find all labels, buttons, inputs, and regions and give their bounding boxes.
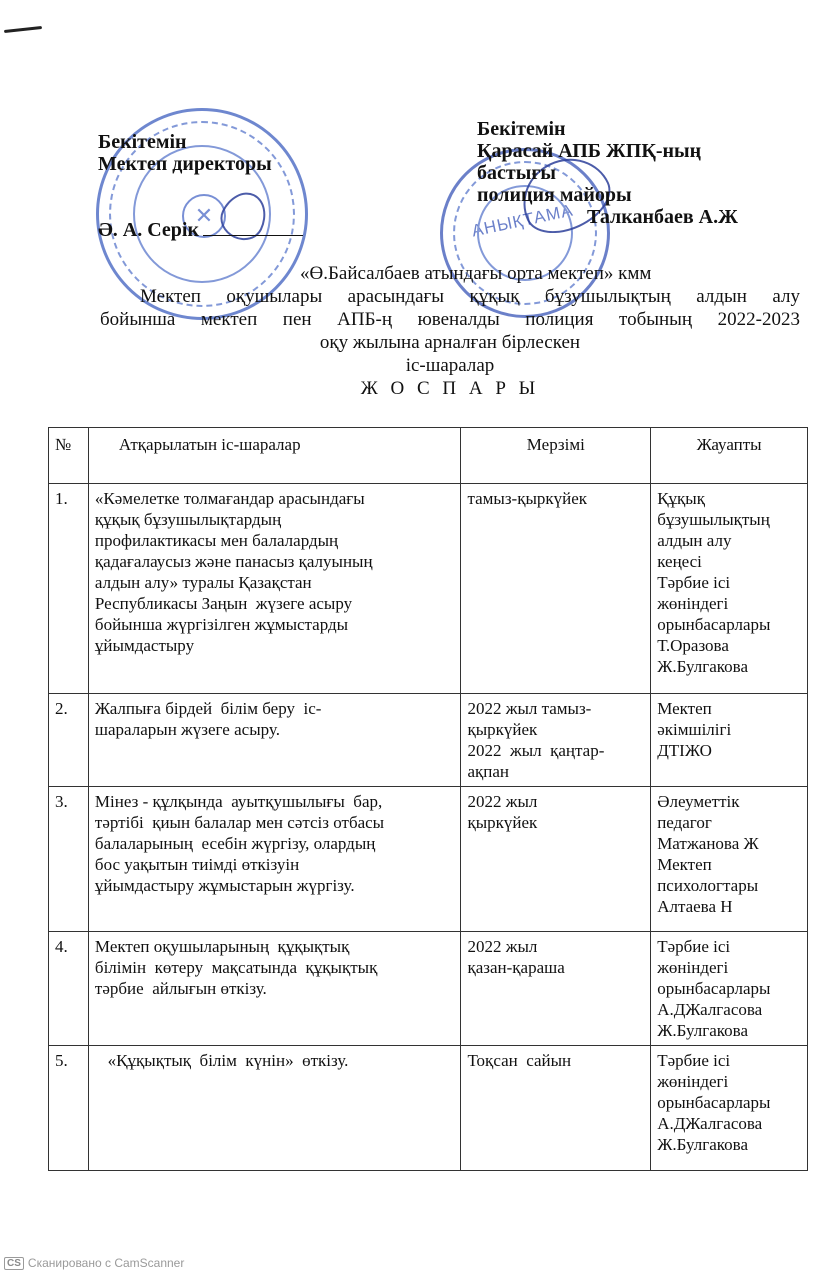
table-row <box>49 932 808 1046</box>
activity-cell <box>88 694 461 787</box>
approver-name: Талканбаев А.Ж <box>587 206 738 228</box>
activity-line: білімін көтеру мақсатында құқықтық <box>94 958 378 977</box>
activity-cell <box>88 787 461 932</box>
activity-line: алдын алу» туралы Қазақстан <box>94 573 312 592</box>
responsible-line: жөніндегі <box>657 594 729 613</box>
term-line: ақпан <box>467 762 509 781</box>
signature-line <box>98 219 303 241</box>
term-line: Тоқсан сайын <box>467 1051 572 1070</box>
responsible-line: Құқық <box>657 489 705 508</box>
responsible-cell <box>651 1046 808 1171</box>
school-name: «Ө.Байсалбаев атындағы орта мектеп» кмм <box>300 263 652 284</box>
responsible-line: Тәрбие ісі <box>657 937 731 956</box>
responsible-line: Ж.Булгакова <box>657 1021 749 1040</box>
activity-line: құқық бұзушылықтардың <box>94 510 282 529</box>
responsible-line: жөніндегі <box>657 958 729 977</box>
header-activity: Атқарылатын іс-шаралар <box>88 428 461 484</box>
approval-position-line: полиция майоры <box>477 184 632 206</box>
term-line: қыркүйек <box>467 813 538 832</box>
row-number: 4. <box>49 932 89 1046</box>
row-number: 1. <box>49 484 89 694</box>
term-line: 2022 жыл қаңтар- <box>467 741 605 760</box>
activity-line: Мінез - құлқында ауытқушылығы бар, <box>94 792 383 811</box>
stamp-word: АНЫҚТАМА <box>470 200 575 241</box>
plan-table <box>48 427 808 1171</box>
approver-name: Ә. А. Серік <box>98 219 199 241</box>
activity-line: шараларын жүзеге асыру. <box>94 720 280 739</box>
activity-line: Жалпыға бірдей білім беру іс- <box>94 699 322 718</box>
responsible-line: Матжанова Ж <box>657 834 759 853</box>
approval-position-line: Қарасай АПБ ЖПҚ-ның <box>477 140 702 162</box>
responsible-line: алдын алу <box>657 531 732 550</box>
term-line: қазан-қараша <box>467 958 565 977</box>
signature-underline <box>203 235 303 236</box>
activity-line: Мектеп оқушыларының құқықтық <box>94 937 350 956</box>
row-number: 2. <box>49 694 89 787</box>
term-cell <box>461 1046 651 1171</box>
responsible-line: орынбасарлары <box>657 979 771 998</box>
corner-pen-mark <box>4 26 42 33</box>
table-row <box>49 484 808 694</box>
term-cell <box>461 787 651 932</box>
responsible-line: Мектеп <box>657 855 712 874</box>
activity-line: балаларының есебін жүргізу, олардың <box>94 834 376 853</box>
term-line: 2022 жыл <box>467 792 538 811</box>
watermark-text: Сканировано с CamScanner <box>27 1256 185 1270</box>
responsible-line: Ж.Булгакова <box>657 657 749 676</box>
term-cell <box>461 694 651 787</box>
row-number: 5. <box>49 1046 89 1171</box>
row-number: 3. <box>49 787 89 932</box>
term-line: қыркүйек <box>467 720 538 739</box>
term-line: тамыз-қыркүйек <box>467 489 588 508</box>
responsible-line: А.ДЖалгасова <box>657 1114 763 1133</box>
approval-position-line: бастығы <box>477 162 557 184</box>
table-row <box>49 787 808 932</box>
activity-line: ұйымдастыру <box>94 636 195 655</box>
approval-position: Мектеп директоры <box>98 153 272 175</box>
responsible-line: кеңесі <box>657 552 702 571</box>
activity-line: бос уақытын тиімді өткізуін <box>94 855 300 874</box>
header-responsible: Жауапты <box>651 428 808 484</box>
responsible-line: Әлеуметтік <box>657 792 740 811</box>
responsible-line: Т.Оразова <box>657 636 729 655</box>
activity-line: Республикасы Заңын жүзеге асыру <box>94 594 353 613</box>
activity-line: «Құқықтық білім күнін» өткізу. <box>94 1051 349 1070</box>
responsible-cell <box>651 787 808 932</box>
activity-line: тәрбие айлығын өткізу. <box>94 979 267 998</box>
responsible-line: Ж.Булгакова <box>657 1135 749 1154</box>
title-line: оқу жылына арналған бірлескен <box>319 332 581 353</box>
title-line: бойынша мектеп пен АПБ-ң ювеналды полиция тобының 2022-2023 <box>100 309 800 330</box>
document-title <box>100 262 800 400</box>
responsible-cell <box>651 694 808 787</box>
title-line: іс-шаралар <box>405 355 495 376</box>
approval-heading: Бекітемін <box>477 118 566 140</box>
responsible-line: Мектеп <box>657 699 712 718</box>
table-header-row <box>49 428 808 484</box>
responsible-line: ДТІЖО <box>657 741 712 760</box>
camscanner-logo-icon: CS <box>4 1257 24 1270</box>
responsible-cell <box>651 932 808 1046</box>
responsible-line: Тәрбие ісі <box>657 1051 731 1070</box>
approval-heading: Бекітемін <box>98 131 187 153</box>
table-row <box>49 694 808 787</box>
responsible-cell <box>651 484 808 694</box>
approval-block-police <box>477 118 738 228</box>
responsible-line: орынбасарлары <box>657 615 771 634</box>
responsible-line: психологтары <box>657 876 759 895</box>
responsible-line: орынбасарлары <box>657 1093 771 1112</box>
responsible-line: педагог <box>657 813 712 832</box>
term-line: 2022 жыл тамыз- <box>467 699 592 718</box>
activity-cell <box>88 932 461 1046</box>
responsible-line: жөніндегі <box>657 1072 729 1091</box>
responsible-line: А.ДЖалгасова <box>657 1000 763 1019</box>
header-term: Мерзімі <box>461 428 651 484</box>
term-cell <box>461 484 651 694</box>
activity-line: ұйымдастыру жұмыстарын жүргізу. <box>94 876 355 895</box>
activity-line: «Кәмелетке толмағандар арасындағы <box>94 489 365 508</box>
activity-cell <box>88 484 461 694</box>
term-line: 2022 жыл <box>467 937 538 956</box>
responsible-line: Тәрбие ісі <box>657 573 731 592</box>
responsible-line: әкімшілігі <box>657 720 732 739</box>
title-line: Мектеп оқушылары арасындағы құқық бұзушылықтың алдын алу <box>140 286 800 307</box>
responsible-line: бұзушылықтың <box>657 510 770 529</box>
activity-line: бойынша жүргізілген жұмыстарды <box>94 615 349 634</box>
activity-cell <box>88 1046 461 1171</box>
plan-heading: Ж О С П А Р Ы <box>360 378 540 399</box>
responsible-line: Алтаева Н <box>657 897 733 916</box>
approval-block-director <box>98 131 303 241</box>
scanner-watermark <box>4 1256 184 1270</box>
table-row <box>49 1046 808 1171</box>
activity-line: профилактикасы мен балалардың <box>94 531 339 550</box>
activity-line: қадағалаусыз және панасыз қалуының <box>94 552 373 571</box>
term-cell <box>461 932 651 1046</box>
header-number: № <box>49 428 89 484</box>
activity-line: тәртібі қиын балалар мен сәтсіз отбасы <box>94 813 385 832</box>
